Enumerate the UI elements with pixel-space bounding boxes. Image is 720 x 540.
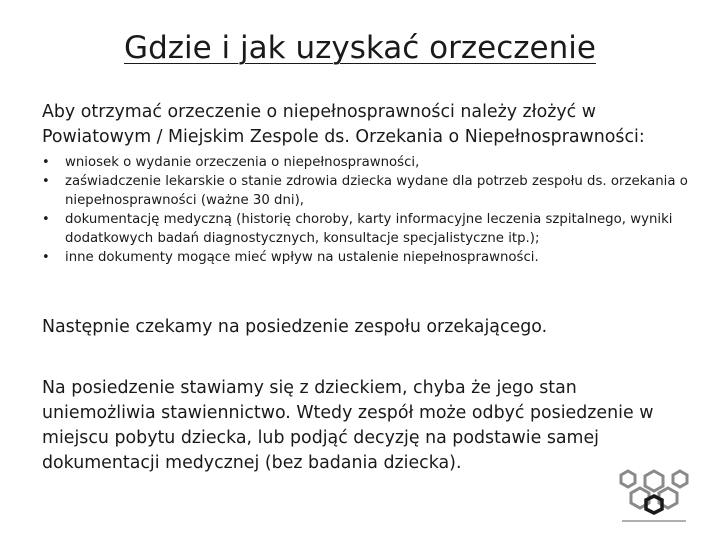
next-step-paragraph: Następnie czekamy na posiedzenie zespołu orzekającego.: [42, 317, 548, 337]
requirements-list: [42, 153, 702, 267]
list-item: • zaświadczenie lekarskie o stanie zdrowia dziecka wydane dla potrzeb zespołu ds. orzekania o niepełnosprawności (ważne 30 dni),: [42, 172, 702, 210]
list-item: • inne dokumenty mogące mieć wpływ na ustalenie niepełnosprawności.: [42, 248, 702, 267]
slide-title: Gdzie i jak uzyskać orzeczenie: [124, 30, 596, 66]
list-item: • dokumentację medyczną (historię choroby, karty informacyjne leczenia szpitalnego, wyniki dodatkowych badań diagnostycznych, konsultacje specjalistyczne itp.);: [42, 210, 702, 248]
attendance-paragraph: Na posiedzenie stawiamy się z dzieckiem, chyba że jego stan uniemożliwia stawiennictwo. Wtedy zespół może odbyć posiedzenie w miejscu pobytu dziecka, lub podjąć decyzję na podstawie samej dokumentacji medycznej (bez badania dziecka).: [42, 378, 654, 473]
list-item: • wniosek o wydanie orzeczenia o niepełnosprawności,: [42, 153, 702, 172]
hexagon-cluster-logo-icon: [618, 468, 690, 528]
intro-paragraph: Aby otrzymać orzeczenie o niepełnosprawności należy złożyć w Powiatowym / Miejskim Zespole ds. Orzekania o Niepełnosprawności:: [42, 102, 645, 147]
